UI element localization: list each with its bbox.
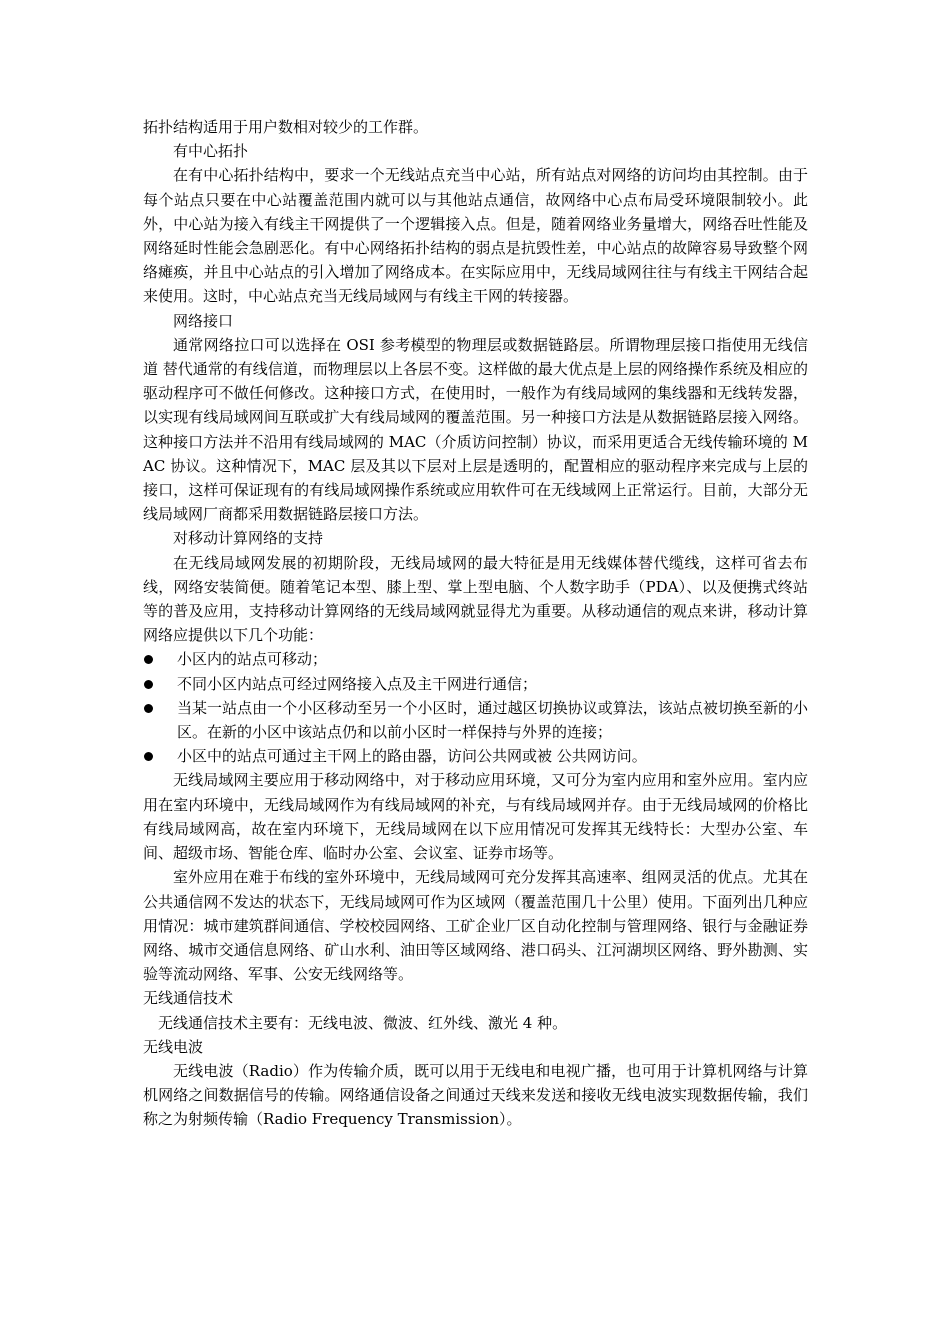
bullet-icon xyxy=(144,655,153,664)
list-item-text: 不同小区内站点可经过网络接入点及主干网进行通信； xyxy=(177,674,538,693)
paragraph-outdoor-apps: 室外应用在难于布线的室外环境中，无线局域网可充分发挥其高速率、组网灵活的优点。尤其在公共通信网不发达的状态下，无线局域网可作为区域网（覆盖范围几十公里）使用。下面列出几种应用情况：城市建筑群间通信、学校校园网络、工矿企业厂区自动化控制与管理网络、银行与金融证券网络、城市交通信息网络、矿山水利、油田等区域网络、港口码头、江河湖坝区网络、野外勘测、实验等流动网络、军事、公安无线网络等。 xyxy=(143,868,808,984)
function-list xyxy=(143,647,808,768)
bullet-icon xyxy=(144,704,153,713)
paragraph-mobile-support: 在无线局域网发展的初期阶段，无线局域网的最大特征是用无线媒体替代缆线，这样可省去布线，网络安装简便。随着笔记本型、膝上型、掌上型电脑、个人数字助手（PDA）、以及便携式终站等的普及应用，支持移动计算网络的无线局域网就显得尤为重要。从移动通信的观点来讲，移动计算网络应提供以下几个功能： xyxy=(143,553,808,645)
bullet-icon xyxy=(144,680,153,689)
bullet-icon xyxy=(144,752,153,761)
paragraph-center-topology: 在有中心拓扑结构中，要求一个无线站点充当中心站，所有站点对网络的访问均由其控制。由于每个站点只要在中心站覆盖范围内就可以与其他站点通信，故网络中心点布局受环境限制较小。此外，中心站为接入有线主干网提供了一个逻辑接入点。但是，随着网络业务量增大，网络吞吐性能及网络延时性能会急剧恶化。有中心网络拓扑结构的弱点是抗毁性差，中心站点的故障容易导致整个网络瘫痪，并且中心站点的引入增加了网络成本。在实际应用中，无线局域网往往与有线主干网结合起来使用。这时，中心站点充当无线局域网与有线主干网的转接器。 xyxy=(143,166,808,306)
heading-network-interface: 网络接口 xyxy=(173,311,234,330)
list-item xyxy=(143,696,808,744)
heading-radio: 无线电波 xyxy=(143,1037,204,1056)
list-item-text: 小区内的站点可移动； xyxy=(177,650,328,669)
list-item xyxy=(143,647,808,671)
paragraph-network-interface: 通常网络拉口可以选择在 OSI 参考模型的物理层或数据链路层。所谓物理层接口指使用无线信道 替代通常的有线信道，而物理层以上各层不变。这样做的最大优点是上层的网络操作系统及相应的驱动程序可不做任何修改。这种接口方式，在使用时，一般作为有线局域网的集线器和无线转发器，以实现有线局域网间互联或扩大有线局域网的覆盖范围。另一种接口方法是从数据链路层接入网络。这种接口方法并不沿用有线局域网的 MAC（介质访问控制）协议，而采用更适合无线传输环境的 MAC 协议。这种情况下，MAC 层及其以下层对上层是透明的，配置相应的驱动程序来完成与上层的接口，这样可保证现有的有线局域网操作系统或应用软件可在无线域网上正常运行。目前，大部分无线局域网厂商都采用数据链路层接口方法。 xyxy=(143,335,808,524)
paragraph-indoor-apps: 无线局域网主要应用于移动网络中，对于移动应用环境，又可分为室内应用和室外应用。室内应用在室内环境中，无线局域网作为有线局域网的补充，与有线局域网并存。由于无线局域网的价格比有线局域网高，故在室内环境下，无线局域网在以下应用情况可发挥其无线特长：大型办公室、车间、超级市场、智能仓库、临时办公室、会议室、证券市场等。 xyxy=(143,771,808,863)
paragraph-intro-tail: 拓扑结构适用于用户数相对较少的工作群。 xyxy=(143,118,429,136)
list-item xyxy=(143,672,808,696)
heading-mobile-support: 对移动计算网络的支持 xyxy=(173,529,324,548)
heading-wireless-tech: 无线通信技术 xyxy=(143,989,234,1008)
heading-center-topology: 有中心拓扑 xyxy=(173,142,249,161)
list-item xyxy=(143,744,808,768)
paragraph-radio: 无线电波（Radio）作为传输介质，既可以用于无线电和电视广播，也可用于计算机网络与计算机网络之间数据信号的传输。网络通信设备之间通过天线来发送和接收无线电波实现数据传输，我们称之为射频传输（Radio Frequency Transmission）。 xyxy=(143,1061,808,1129)
document-page xyxy=(143,115,808,1132)
list-item-text: 当某一站点由一个小区移动至另一个小区时，通过越区切换协议或算法，该站点被切换至新的小区。在新的小区中该站点仍和以前小区时一样保持与外界的连接； xyxy=(177,698,808,742)
list-item-text: 小区中的站点可通过主干网上的路由器，访问公共网或被 公共网访问。 xyxy=(177,747,647,766)
paragraph-wireless-tech: 无线通信技术主要有：无线电波、微波、红外线、激光 4 种。 xyxy=(158,1013,568,1032)
